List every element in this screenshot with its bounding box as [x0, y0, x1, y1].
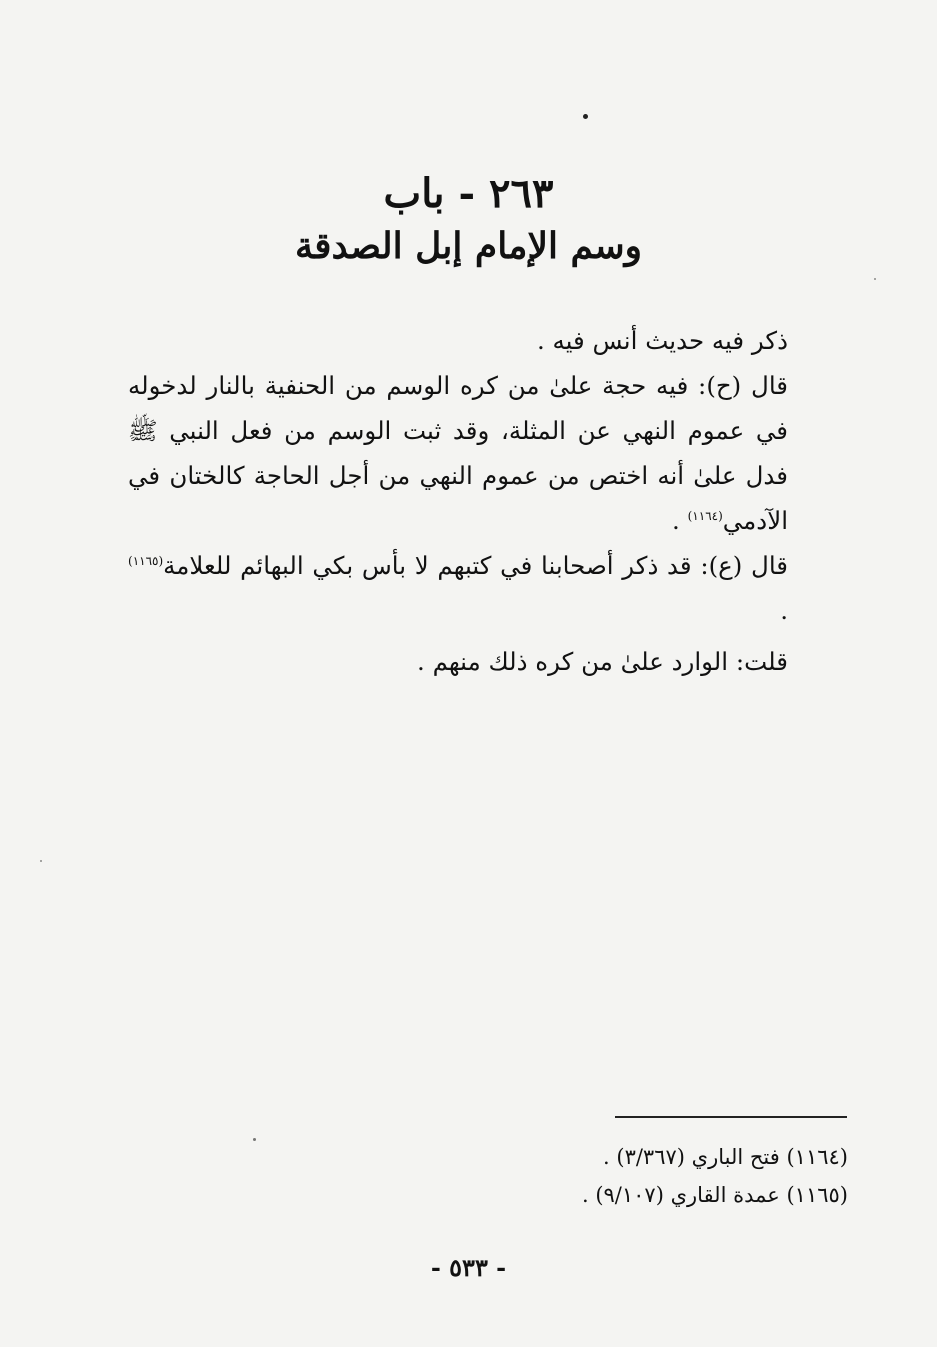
paragraph-h [128, 363, 788, 543]
paragraph-intro [128, 318, 788, 363]
main-text [128, 318, 788, 684]
footnote-1164: (١١٦٤) فتح الباري (٣/٣٦٧) . [603, 1145, 848, 1169]
ink-speck [874, 278, 876, 280]
paragraph-end: . [672, 506, 688, 535]
chapter-title: وسم الإمام إبل الصدقة [294, 225, 643, 267]
footnotes [400, 1138, 848, 1214]
paragraph-a [128, 543, 788, 633]
paragraph-text: قال (ع): قد ذكر أصحابنا في كتبهم لا بأس بكي البهائم للعلامة [163, 551, 788, 580]
page-number: - ٥٣٣ - [430, 1253, 507, 1282]
ink-speck [253, 1138, 256, 1141]
footnote-reference: (١١٦٥) [128, 553, 164, 568]
paragraph-qultu [128, 639, 788, 684]
ink-speck [583, 114, 588, 119]
paragraph-text: قلت: الوارد علىٰ من كره ذلك منهم . [417, 647, 788, 676]
ink-speck [40, 860, 42, 862]
footnote-1165: (١١٦٥) عمدة القاري (٩/١٠٧) . [581, 1183, 848, 1207]
footnote-divider [615, 1116, 847, 1118]
footnote-reference: (١١٦٤) [687, 508, 723, 523]
paragraph-text: ذكر فيه حديث أنس فيه . [536, 326, 788, 355]
chapter-heading: ٢٦٣ - باب [383, 170, 554, 217]
paragraph-end: . [780, 596, 788, 625]
paragraph-text: قال (ح): فيه حجة علىٰ من كره الوسم من الحنفية بالنار لدخوله في عموم النهي عن المثلة، وقد ثبت الوسم من فعل النبي ﷺ فدل علىٰ أنه اختص من عموم النهي من أجل الحاجة كالختان في الآدمي [128, 371, 788, 535]
